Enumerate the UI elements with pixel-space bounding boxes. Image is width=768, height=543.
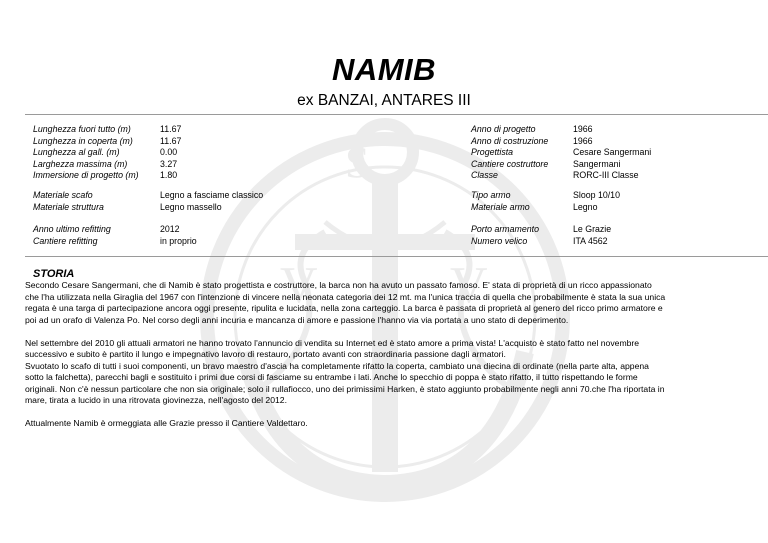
spec-value: 3.27 bbox=[160, 158, 178, 169]
spec-row bbox=[471, 190, 620, 202]
spec-value: Sangermani bbox=[573, 158, 621, 169]
spec-row bbox=[33, 147, 181, 159]
header-divider bbox=[25, 114, 768, 115]
spec-value: Le Grazie bbox=[573, 224, 612, 234]
spec-label: Anno di costruzione bbox=[471, 135, 549, 146]
spec-value: 11.67 bbox=[160, 135, 182, 146]
spec-row bbox=[471, 202, 620, 214]
spec-row bbox=[33, 159, 181, 171]
spec-value: Cesare Sangermani bbox=[573, 147, 652, 158]
spec-value: 0.00 bbox=[160, 147, 178, 158]
spec-label: Materiale armo bbox=[471, 201, 530, 212]
spec-group-materials-left bbox=[33, 190, 263, 213]
page-subtitle: ex BANZAI, ANTARES III bbox=[297, 92, 471, 109]
spec-row bbox=[471, 159, 651, 171]
spec-value: ITA 4562 bbox=[573, 235, 608, 246]
spec-value: 1.80 bbox=[160, 170, 178, 181]
spec-row bbox=[33, 236, 197, 248]
spec-label: Porto armamento bbox=[471, 224, 539, 234]
spec-label: Lunghezza in coperta (m) bbox=[33, 135, 133, 146]
spec-label: Larghezza massima (m) bbox=[33, 158, 128, 169]
spec-row bbox=[33, 190, 263, 202]
story-text bbox=[25, 280, 753, 441]
spec-value: Sloop 10/10 bbox=[573, 190, 620, 200]
spec-label: Lunghezza fuori tutto (m) bbox=[33, 124, 131, 134]
spec-group-port-right bbox=[471, 224, 611, 247]
spec-label: Materiale scafo bbox=[33, 190, 93, 200]
spec-label: Numero velico bbox=[471, 235, 528, 246]
spec-row bbox=[471, 124, 651, 136]
spec-group-dimensions-left bbox=[33, 124, 181, 182]
spec-label: Cantiere costruttore bbox=[471, 158, 549, 169]
spec-label: Progettista bbox=[471, 147, 514, 158]
svg-text:V: V bbox=[450, 257, 488, 314]
spec-row bbox=[33, 202, 263, 214]
story-paragraph: Secondo Cesare Sangermani, che di Namib è stato progettista e costruttore, la barca non ha avuto un passato famoso. E' stata di proprietà di un ricco appassionato che l'ha utilizzata nella Giraglia del 1967 con l'intenzione di vincere nella neonata categoria dei 12 mt. ma l'unica traccia di quella che probabilmente è stata la sua unica regata è una targa di partecipazione ancora oggi presente, ripulita e lucidata, nella zona carteggio. La barca è passata di proprietà al genero del ricco primo armatore e poi ad un orafo di Valenza Po. Nel corso degli anni incuria e mancanza di amore e passione l'hanno via via portata a uno stato di deperimento. bbox=[25, 280, 666, 325]
spec-row bbox=[471, 147, 651, 159]
spec-value: 11.67 bbox=[160, 124, 182, 134]
story-paragraph: Attualmente Namib è ormeggiata alle Grazie presso il Cantiere Valdettaro. bbox=[25, 418, 308, 428]
spec-row bbox=[471, 136, 651, 148]
spec-value: Legno a fasciame classico bbox=[160, 190, 264, 200]
svg-text:V: V bbox=[280, 257, 318, 314]
spec-label: Anno ultimo refitting bbox=[33, 224, 111, 234]
spec-label: Cantiere refitting bbox=[33, 235, 98, 246]
spec-label: Classe bbox=[471, 170, 498, 181]
spec-group-design-right bbox=[471, 124, 651, 182]
spec-value: Legno bbox=[573, 201, 598, 212]
spec-row bbox=[471, 224, 611, 236]
spec-row bbox=[33, 136, 181, 148]
spec-label: Tipo armo bbox=[471, 190, 511, 200]
spec-label: Lunghezza al gall. (m) bbox=[33, 147, 120, 158]
spec-value: Legno massello bbox=[160, 201, 222, 212]
svg-text:S: S bbox=[345, 138, 370, 187]
spec-value: 2012 bbox=[160, 224, 180, 234]
specs-divider bbox=[25, 256, 768, 257]
story-paragraph: Nel settembre del 2010 gli attuali armatori ne hanno trovato l'annuncio di vendita su Internet ed è stato amore a prima vista! L'acquisto è stato fatto nel novembre successivo e subito è partito il lungo e impegnativo lavoro di restauro, portato avanti con straordinaria passione dagli armatori. Svuotato lo scafo di tutti i suoi componenti, un bravo maestro d'ascia ha completamente rifatto la coperta, cambiato una diecina di ordinate (nella parte alta, appena sotto la falchetta), parecchi bagli e sostituito i primi due corsi di fasciame su entrambe i lati. Anche lo specchio di poppa è stato rifatto, il tutto rispettando le forme originali. Non c'è nessun particolare che non sia originale; solo il rullafiocco, uno dei primissimi Harken, è stato aggiunto probabilmente negli anni 70.che l'ha riportata in mare, tirata a lucido in una ritrovata giovinezza, nell'agosto del 2012. bbox=[25, 337, 665, 405]
story-title: STORIA bbox=[33, 268, 75, 280]
spec-value: 1966 bbox=[573, 135, 593, 146]
spec-value: 1966 bbox=[573, 124, 593, 134]
spec-group-rig-right bbox=[471, 190, 620, 213]
spec-row bbox=[33, 170, 181, 182]
spec-label: Materiale struttura bbox=[33, 201, 104, 212]
spec-value: in proprio bbox=[160, 235, 197, 246]
page-title: NAMIB bbox=[331, 52, 437, 87]
spec-group-refit-left bbox=[33, 224, 197, 247]
spec-label: Immersione di progetto (m) bbox=[33, 170, 139, 181]
spec-row bbox=[33, 224, 197, 236]
spec-label: Anno di progetto bbox=[471, 124, 536, 134]
spec-row bbox=[471, 170, 651, 182]
spec-row bbox=[33, 124, 181, 136]
spec-value: RORC-III Classe bbox=[573, 170, 639, 181]
spec-row bbox=[471, 236, 611, 248]
